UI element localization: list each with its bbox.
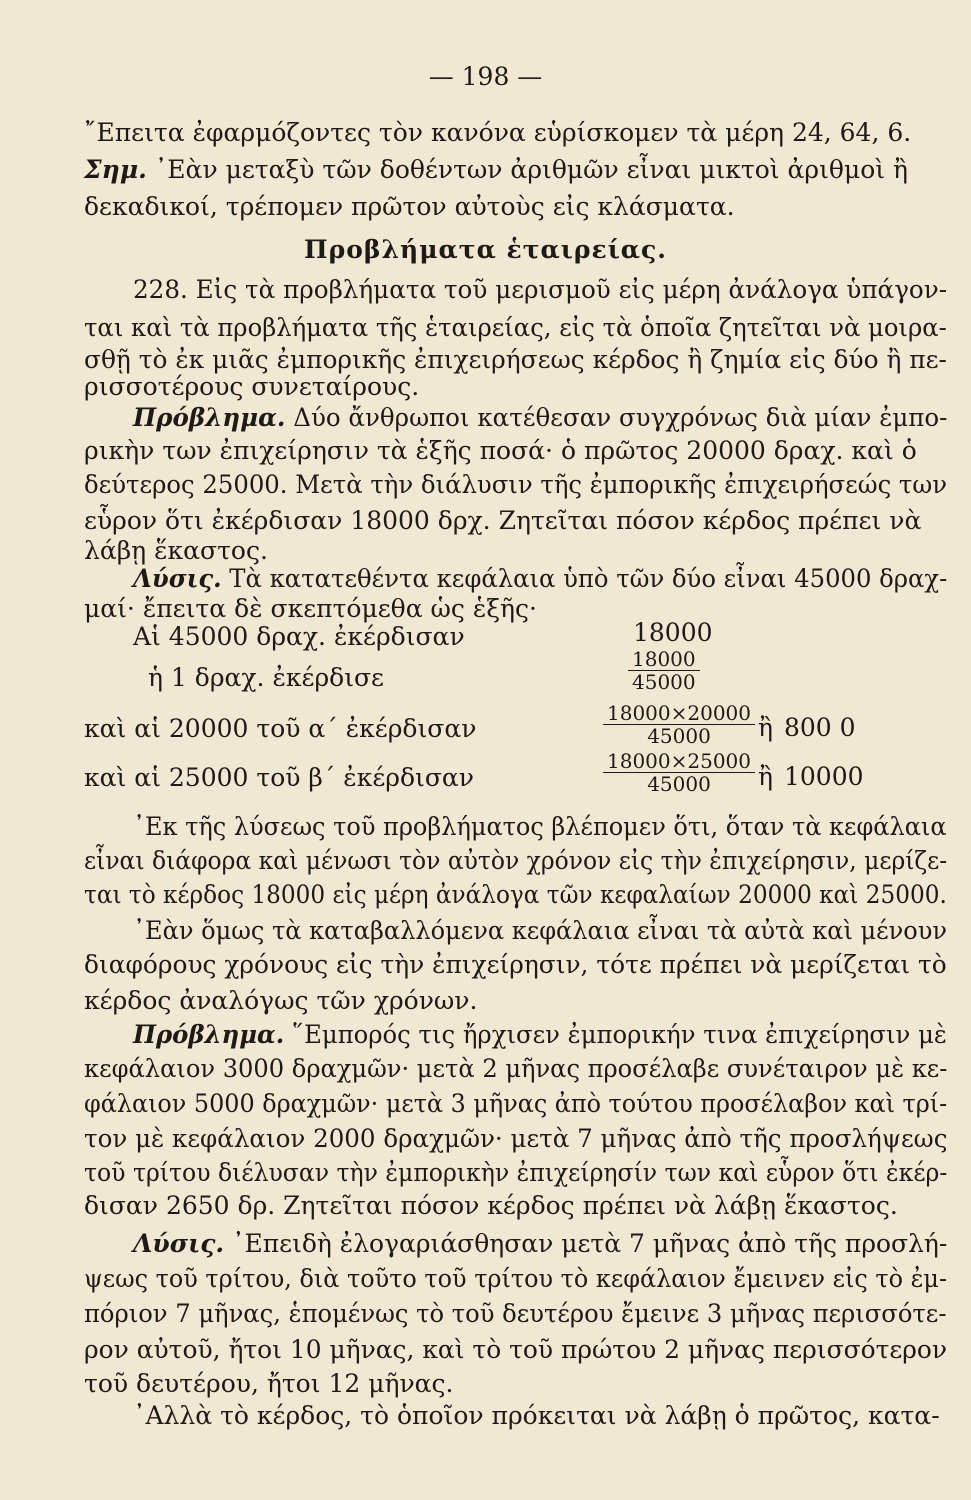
paragraph-line: ᾿Εκ τῆς λύσεως τοῦ προβλήματος βλέπομεν ὅτι, ὅταν τὰ κεφάλαια [133, 812, 947, 841]
solution2-line: τοῦ δευτέρου, ἤτοι 12 μῆνας. [84, 1369, 454, 1398]
calc-line-label: καὶ αἱ 25000 τοῦ β΄ ἐκέρδισαν [84, 763, 474, 792]
problem2-label: Πρόβλημα. [133, 1020, 285, 1049]
fraction-denominator: 45000 [647, 724, 711, 748]
fraction-denominator: 45000 [632, 670, 696, 694]
solution2-line: πόριον 7 μῆνας, ἑπομένως τὸ τοῦ δευτέρου ἔμεινε 3 μῆνας περισσότε- [84, 1299, 947, 1328]
calc-result: 800 0 [784, 713, 856, 742]
paragraph-228-line: ρισσοτέρους συνεταίρους. [84, 372, 420, 401]
fraction-numerator: 18000×25000 [603, 750, 755, 773]
solution1-first-line [133, 564, 947, 594]
paragraph-line: ται τὸ κέρδος 18000 εἰς μέρη ἀνάλογα τῶν κεφαλαίων 20000 καὶ 25000. [84, 880, 947, 909]
page-number: — 198 — [428, 62, 543, 91]
solution2-line: ψεως τοῦ τρίτου, διὰ τοῦτο τοῦ τρίτου τὸ κεφάλαιον ἔμεινεν εἰς τὸ ἐμ- [84, 1264, 948, 1293]
problem2-line: τον μὲ κεφάλαιον 2000 δραχμῶν· μετὰ 7 μῆνας ἀπὸ τῆς προσλήψεως [84, 1124, 948, 1153]
calc-fraction [603, 702, 755, 747]
solution2-first-line [133, 1229, 947, 1259]
problem1-line: λάβῃ ἕκαστος. [84, 536, 268, 565]
calc-equals-word: ἢ [758, 713, 773, 742]
fraction-numerator: 18000×20000 [603, 702, 755, 725]
note-label: Σημ. [84, 155, 147, 184]
calc-line-label: καὶ αἱ 20000 τοῦ α΄ ἐκέρδισαν [84, 714, 477, 743]
problem1-line: δεύτερος 25000. Μετὰ τὴν διάλυσιν τῆς ἐμπορικῆς ἐπιχειρήσεώς των [84, 470, 947, 499]
problem2-line: φάλαιον 5000 δραχμῶν· μετὰ 3 μῆνας ἀπὸ τούτου προσέλαβον καὶ τρί- [84, 1089, 948, 1118]
problem2-text: ῞Εμπορός τις ἤρχισεν ἐμπορικήν τινα ἐπιχείρησιν μὲ [284, 1020, 947, 1049]
paragraph-228-line: σθῇ τὸ ἐκ μιᾶς ἐμπορικῆς ἐπιχειρήσεως κέρδος ἢ ζημία εἰς δύο ἢ πε- [84, 345, 947, 374]
problem2-line: τοῦ τρίτου διέλυσαν τὴν ἐμπορικὴν ἐπιχείρησίν των καὶ εὗρον ὅτι ἐκέρ- [84, 1158, 948, 1187]
problem2-first-line [133, 1020, 947, 1050]
calc-fraction [603, 750, 755, 795]
paragraph-line: διαφόρους χρόνους εἰς τὴν ἐπιχείρησιν, τότε πρέπει νὰ μερίζεται τὸ [84, 950, 947, 979]
problem1-text: Δύο ἄνθρωποι κατέθεσαν συγχρόνως διὰ μίαν ἐμπο- [285, 403, 948, 432]
paragraph-line: κέρδος ἀναλόγως τῶν χρόνων. [84, 986, 478, 1015]
paragraph-228-line: 228. Εἰς τὰ προβλήματα τοῦ μερισμοῦ εἰς μέρη ἀνάλογα ὑπάγον- [133, 275, 948, 304]
calc-fraction [628, 648, 700, 693]
problem1-first-line [133, 403, 947, 433]
solution1-line: μαί· ἔπειτα δὲ σκεπτόμεθα ὡς ἑξῆς· [84, 594, 537, 623]
solution2-text: ᾿Επειδὴ ἐλογαριάσθησαν μετὰ 7 μῆνας ἀπὸ τῆς προσλή- [224, 1229, 948, 1258]
text-line: δεκαδικοί, τρέπομεν πρῶτον αὐτοὺς εἰς κλάσματα. [84, 192, 735, 221]
text-line: ῎Επειτα ἐφαρμόζοντες τὸν κανόνα εὑρίσκομεν τὰ μέρη 24, 64, 6. [84, 118, 912, 147]
solution1-label: Λύσις. [133, 564, 222, 593]
note-text: ᾿Εὰν μεταξὺ τῶν δοθέντων ἀριθμῶν εἶναι μικτοὶ ἀριθμοὶ ἢ [146, 155, 908, 184]
problem1-line: εὗρον ὅτι ἐκέρδισαν 18000 δρχ. Ζητεῖται πόσον κέρδος πρέπει νὰ [84, 506, 922, 535]
section-heading: Προβλήματα ἑταιρείας. [304, 235, 667, 264]
solution2-line: ᾿Αλλὰ τὸ κέρδος, τὸ ὁποῖον πρόκειται νὰ λάβῃ ὁ πρῶτος, κατα- [133, 1401, 940, 1430]
fraction-numerator: 18000 [628, 648, 700, 671]
calc-line-label: ἡ 1 δραχ. ἐκέρδισε [148, 663, 385, 692]
problem2-line: κεφάλαιον 3000 δραχμῶν· μετὰ 2 μῆνας προσέλαβε συνέταιρον μὲ κε- [84, 1054, 948, 1083]
paragraph-line: εἶναι διάφορα καὶ μένωσι τὸν αὐτὸν χρόνον εἰς τὴν ἐπιχείρησιν, μερίζε- [84, 846, 948, 875]
problem1-label: Πρόβλημα. [133, 403, 286, 432]
calc-line-label: Αἱ 45000 δραχ. ἐκέρδισαν [133, 622, 465, 651]
calc-result: 10000 [784, 762, 864, 791]
fraction-denominator: 45000 [647, 772, 711, 796]
paragraph-228-line: ται καὶ τὰ προβλήματα τῆς ἑταιρείας, εἰς τὰ ὁποῖα ζητεῖται νὰ μοιρα- [84, 313, 947, 342]
note-line [84, 155, 908, 185]
calc-result: 18000 [633, 618, 713, 647]
solution2-line: ρον αὐτοῦ, ἤτοι 10 μῆνας, καὶ τὸ τοῦ πρώτου 2 μῆνας περισσότερον [84, 1335, 948, 1364]
problem1-line: ρικὴν των ἐπιχείρησιν τὰ ἑξῆς ποσά· ὁ πρῶτος 20000 δραχ. καὶ ὁ [84, 436, 917, 465]
solution1-text: Τὰ κατατεθέντα κεφάλαια ὑπὸ τῶν δύο εἶναι 45000 δραχ- [221, 564, 948, 593]
calc-equals-word: ἢ [758, 762, 773, 791]
problem2-line: δισαν 2650 δρ. Ζητεῖται πόσον κέρδος πρέπει νὰ λάβῃ ἕκαστος. [84, 1191, 898, 1220]
paragraph-line: ᾿Εὰν ὅμως τὰ καταβαλλόμενα κεφάλαια εἶναι τὰ αὐτὰ καὶ μένουν [133, 916, 947, 945]
solution2-label: Λύσις. [133, 1229, 225, 1258]
